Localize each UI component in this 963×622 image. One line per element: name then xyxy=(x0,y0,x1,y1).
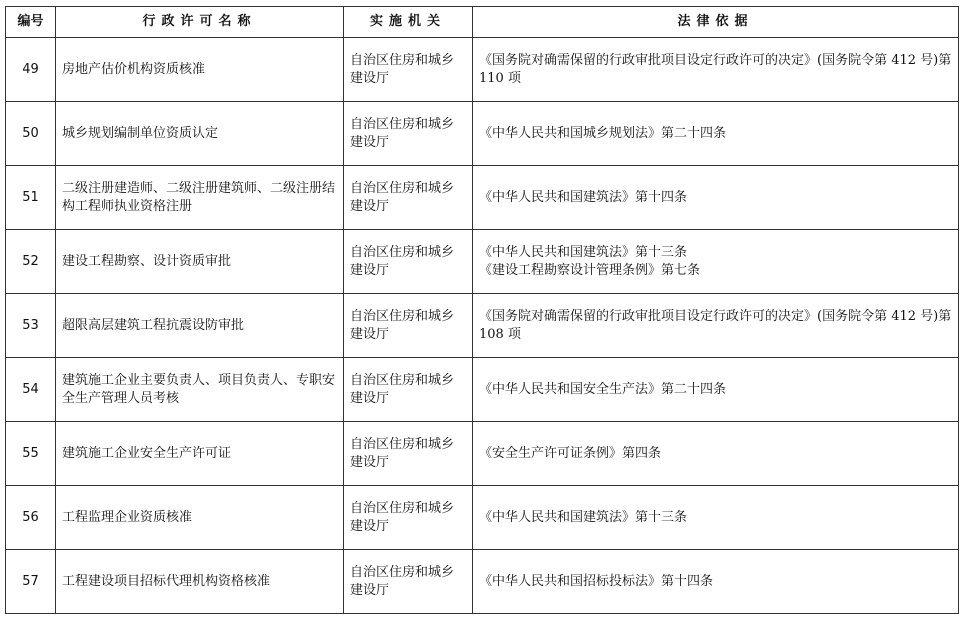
implementing-agency: 自治区住房和城乡建设厅 xyxy=(344,422,473,486)
legal-basis: 《中华人民共和国安全生产法》第二十四条 xyxy=(473,358,959,422)
permits-table xyxy=(5,6,959,614)
row-number: 51 xyxy=(6,166,56,230)
implementing-agency: 自治区住房和城乡建设厅 xyxy=(344,230,473,294)
implementing-agency: 自治区住房和城乡建设厅 xyxy=(344,102,473,166)
row-number: 52 xyxy=(6,230,56,294)
implementing-agency: 自治区住房和城乡建设厅 xyxy=(344,486,473,550)
row-number: 53 xyxy=(6,294,56,358)
table-row xyxy=(6,294,959,358)
legal-basis: 《国务院对确需保留的行政审批项目设定行政许可的决定》(国务院令第 412 号)第 108 项 xyxy=(473,294,959,358)
permit-name: 超限高层建筑工程抗震设防审批 xyxy=(56,294,344,358)
legal-basis: 《中华人民共和国招标投标法》第十四条 xyxy=(473,550,959,614)
table-row xyxy=(6,486,959,550)
legal-basis: 《中华人民共和国建筑法》第十四条 xyxy=(473,166,959,230)
table-row xyxy=(6,550,959,614)
header-row xyxy=(6,7,959,38)
implementing-agency: 自治区住房和城乡建设厅 xyxy=(344,550,473,614)
permit-name: 建筑施工企业主要负责人、项目负责人、专职安全生产管理人员考核 xyxy=(56,358,344,422)
table-row xyxy=(6,230,959,294)
permit-name: 城乡规划编制单位资质认定 xyxy=(56,102,344,166)
permit-name: 二级注册建造师、二级注册建筑师、二级注册结构工程师执业资格注册 xyxy=(56,166,344,230)
table-row xyxy=(6,38,959,102)
permit-name: 房地产估价机构资质核准 xyxy=(56,38,344,102)
row-number: 50 xyxy=(6,102,56,166)
header-basis: 法律依据 xyxy=(473,7,959,38)
permit-name: 工程建设项目招标代理机构资格核准 xyxy=(56,550,344,614)
legal-basis: 《中华人民共和国建筑法》第十三条 xyxy=(473,486,959,550)
table-row xyxy=(6,422,959,486)
row-number: 56 xyxy=(6,486,56,550)
header-name: 行政许可名称 xyxy=(56,7,344,38)
legal-basis: 《国务院对确需保留的行政审批项目设定行政许可的决定》(国务院令第 412 号)第 110 项 xyxy=(473,38,959,102)
row-number: 54 xyxy=(6,358,56,422)
permit-name: 建设工程勘察、设计资质审批 xyxy=(56,230,344,294)
permit-name: 建筑施工企业安全生产许可证 xyxy=(56,422,344,486)
table-row xyxy=(6,166,959,230)
header-no: 编号 xyxy=(6,7,56,38)
header-agency: 实施机关 xyxy=(344,7,473,38)
permit-name: 工程监理企业资质核准 xyxy=(56,486,344,550)
implementing-agency: 自治区住房和城乡建设厅 xyxy=(344,358,473,422)
row-number: 49 xyxy=(6,38,56,102)
legal-basis: 《安全生产许可证条例》第四条 xyxy=(473,422,959,486)
table-row xyxy=(6,358,959,422)
implementing-agency: 自治区住房和城乡建设厅 xyxy=(344,166,473,230)
table-row xyxy=(6,102,959,166)
implementing-agency: 自治区住房和城乡建设厅 xyxy=(344,38,473,102)
legal-basis: 《中华人民共和国建筑法》第十三条 《建设工程勘察设计管理条例》第七条 xyxy=(473,230,959,294)
implementing-agency: 自治区住房和城乡建设厅 xyxy=(344,294,473,358)
row-number: 57 xyxy=(6,550,56,614)
row-number: 55 xyxy=(6,422,56,486)
legal-basis: 《中华人民共和国城乡规划法》第二十四条 xyxy=(473,102,959,166)
